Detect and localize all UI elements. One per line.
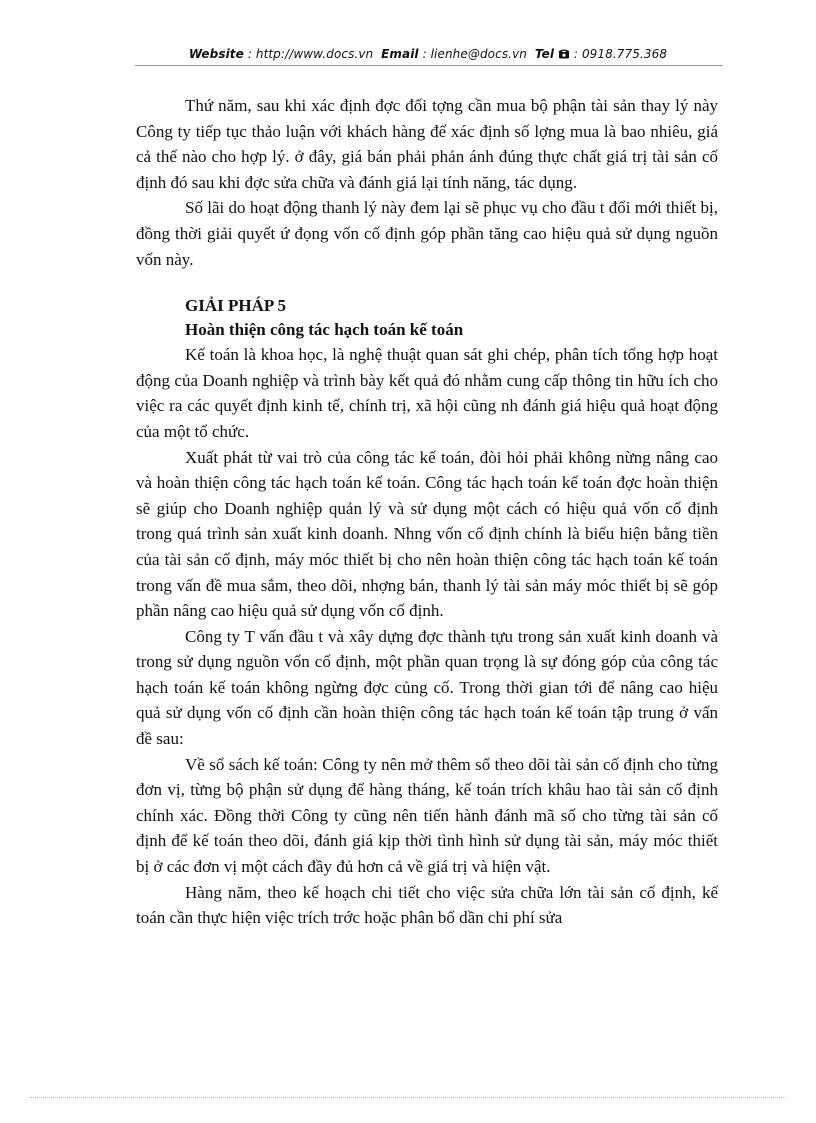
tel-number: : 0918.775.368 (573, 47, 668, 61)
page-bottom-divider (30, 1097, 786, 1098)
section-heading: GIẢI PHÁP 5 (185, 296, 287, 316)
email-address: : lienhe@docs.vn (422, 47, 527, 61)
page-header (133, 47, 723, 62)
paragraph: Hàng năm, theo kế hoạch chi tiết cho việc sửa chữa lớn tài sản cố định, kế toán cần thực hiện việc trích trớc hoặc phân bổ dần chi phí sửa (136, 882, 718, 928)
telephone-icon (558, 48, 570, 62)
tel-label: Tel (534, 47, 555, 61)
paragraph: Kế toán là khoa học, là nghệ thuật quan sát ghi chép, phân tích tổng hợp hoạt động của Doanh nghiệp và trình bày kết quả đó nhằm cung cấp thông tin hữu ích cho việc ra các quyết định kinh tế, chính trị, xã hội cũng nh đánh giá hiệu quả hoạt động của một tổ chức. (136, 345, 718, 441)
paragraph: Thứ năm, sau khi xác định đợc đối tợng cần mua bộ phận tài sản thay lý này Công ty tiếp tục thảo luận với khách hàng để xác định số lợng mua là bao nhiêu, giá cả thế nào cho hợp lý. ở đây, giá bán phải phản ánh đúng thực chất giá trị tài sản cố định đó sau khi đợc sửa chữa và đánh giá lại tính năng, tác dụng. (136, 96, 718, 192)
paragraph: Xuất phát từ vai trò của công tác kế toán, đòi hỏi phải không nừng nâng cao và hoàn thiện công tác hạch toán kế toán. Công tác hạch toán kế toán đợc hoàn thiện sẽ giúp cho Doanh nghiệp quản lý và sử dụng một cách có hiệu quả vốn cố định trong quá trình sản xuất kinh doanh. Nhng vốn cố định chính là biểu hiện bằng tiền của tài sản cố định, máy móc thiết bị cho nên hoàn thiện công tác hạch toán kế toán trong vấn đề mua sắm, theo dõi, nhợng bán, thanh lý tài sản máy móc thiết bị sẽ góp phần nâng cao hiệu quả sử dụng vốn cố định. (136, 447, 718, 621)
website-label: Website (188, 47, 244, 61)
document-body (136, 93, 718, 931)
paragraph: Công ty T vấn đầu t và xây dựng đợc thành tựu trong sản xuất kinh doanh và trong sử dụng nguồn vốn cố định, một phần quan trọng là sự đóng góp của công tác hạch toán kế toán không ngừng đợc củng cố. Trong thời gian tới để nâng cao hiệu quả sử dụng vốn cố định cần hoàn thiện công tác hạch toán kế toán tập trung ở vấn đề sau: (136, 626, 718, 749)
paragraph: Số lãi do hoạt động thanh lý này đem lại sẽ phục vụ cho đầu t đổi mới thiết bị, đồng thời giải quyết ứ đọng vốn cố định góp phần tăng cao hiệu quả sử dụng nguồn vốn này. (136, 198, 718, 269)
email-label: Email (381, 47, 419, 61)
website-url: : http://www.docs.vn (247, 47, 374, 61)
section-subheading: Hoàn thiện công tác hạch toán kế toán (185, 320, 464, 340)
header-divider (135, 65, 723, 66)
paragraph: Về sổ sách kế toán: Công ty nên mở thêm sổ theo dõi tài sản cố định cho từng đơn vị, từng bộ phận sử dụng để hàng tháng, kế toán trích khâu hao tài sản cố định chính xác. Đồng thời Công ty cũng nên tiến hành đánh mã số cho từng tài sản cố định để kế toán theo dõi, đánh giá kịp thời tình hình sử dụng tài sản, máy móc thiết bị ở các đơn vị một cách đầy đủ hơn cả về giá trị và hiện vật. (136, 754, 718, 877)
